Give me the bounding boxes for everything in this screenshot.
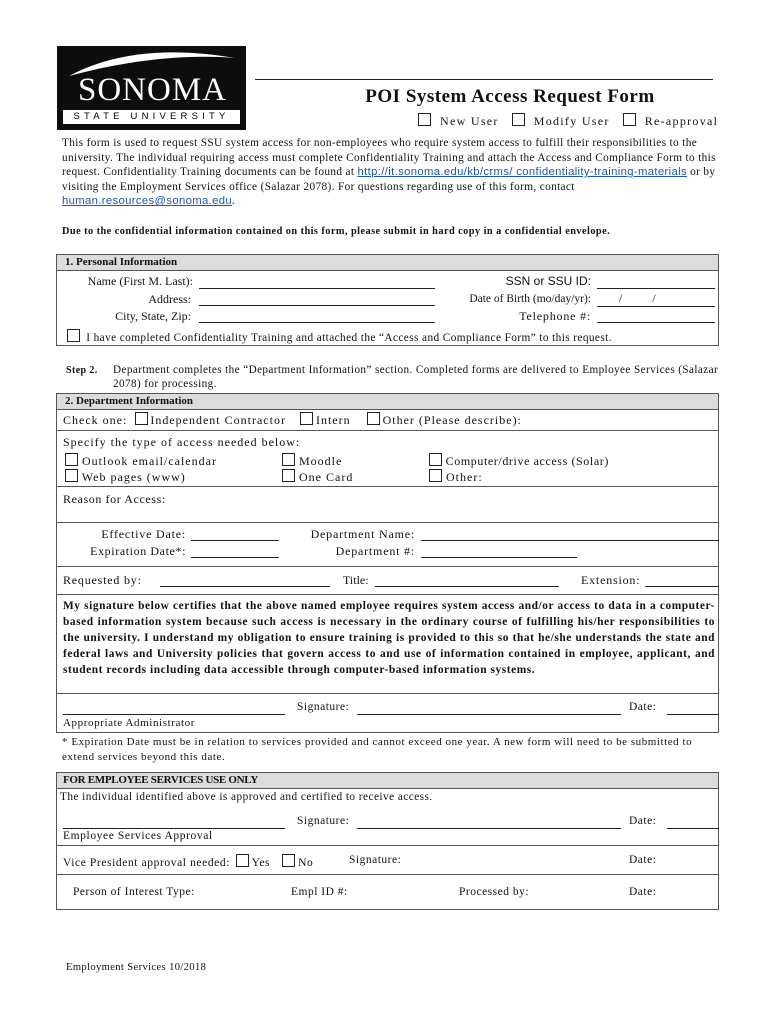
intro-text-1: This form is used to request SSU system access for non-employees who require system access to fulfill their responsibilities to the university. The individual requiring access must complete Confidentiality Training and attach the Access and Compliance Form to this request. Confidentiality Training documents can be found at (62, 137, 716, 179)
other-access-label: Other: (446, 470, 483, 484)
check-one-label: Check one: (63, 413, 128, 427)
training-text: I have completed Confidentiality Training and attached the “Access and Compliance Form” to this request. (86, 332, 612, 344)
dob-label: Date of Birth (mo/day/yr): (469, 293, 591, 305)
one-card-label: One Card (299, 470, 354, 484)
es-date-label: Date: (629, 815, 657, 827)
requested-by-field[interactable] (160, 586, 330, 587)
intro-paragraph (62, 136, 722, 209)
outlook-checkbox[interactable] (65, 453, 78, 466)
admin-date-label: Date: (629, 701, 657, 713)
step2-label: Step 2. (66, 365, 98, 376)
vp-date-label: Date: (629, 854, 657, 866)
other-type-label: Other (Please describe): (382, 413, 522, 427)
specify-label: Specify the type of access needed below: (63, 435, 301, 449)
admin-signature-label: Signature: (297, 701, 350, 713)
section1-header: 1. Personal Information (57, 255, 718, 271)
intro-text-3: . (232, 195, 236, 208)
one-card-option (282, 469, 353, 485)
logo-name: SONOMA (77, 72, 228, 108)
modify-user-label: Modify User (533, 114, 610, 128)
ssn-field[interactable] (597, 288, 715, 289)
divider (57, 566, 718, 567)
web-option (65, 469, 186, 485)
divider (57, 693, 718, 694)
requested-by-label: Requested by: (63, 573, 142, 587)
admin-name-field[interactable] (63, 714, 285, 715)
computer-drive-checkbox[interactable] (429, 453, 442, 466)
dob-field[interactable] (597, 306, 715, 307)
training-confirmation (67, 329, 612, 344)
es-approval-name-field[interactable] (63, 828, 285, 829)
intern-label: Intern (315, 413, 351, 427)
web-pages-label: Web pages (www) (81, 470, 186, 484)
step2-text: Department completes the “Department Information” section. Completed forms are delivered to Employee Services (Salazar 2078) for processing. (113, 364, 719, 390)
new-user-label: New User (440, 114, 499, 128)
admin-signature-field[interactable] (357, 714, 621, 715)
es-date-field[interactable] (667, 828, 719, 829)
vp-signature-label: Signature: (349, 854, 402, 866)
section3-header: FOR EMPLOYEE SERVICES USE ONLY (57, 773, 718, 789)
outlook-option (65, 453, 217, 469)
moodle-option (282, 453, 342, 469)
intro-text-2: or by visiting the Employment Services office (Salazar 2078). For questions regarding use of this form, contact (62, 166, 716, 193)
vp-no-checkbox[interactable] (282, 854, 295, 867)
re-approval-checkbox[interactable] (623, 113, 636, 126)
vp-yes-label: Yes (251, 857, 271, 869)
final-date-label: Date: (629, 886, 657, 898)
request-type-options (418, 113, 718, 129)
expiration-note: * Expiration Date must be in relation to services provided and cannot exceed one year. A new form will need to be submitted to extend services beyond this date. (62, 736, 693, 763)
city-label: City, State, Zip: (115, 309, 191, 323)
other-type-checkbox[interactable] (367, 412, 380, 425)
section2-header: 2. Department Information (57, 394, 718, 410)
page-title: POI System Access Request Form (365, 86, 655, 107)
vp-needed-label: Vice President approval needed: (63, 857, 231, 869)
extension-field[interactable] (645, 586, 719, 587)
other-access-checkbox[interactable] (429, 469, 442, 482)
title-rule (255, 79, 713, 80)
department-number-field[interactable] (421, 557, 577, 558)
re-approval-label: Re-approval (644, 114, 719, 128)
logo-subtitle: STATE UNIVERSITY (63, 110, 240, 124)
intern-checkbox[interactable] (300, 412, 313, 425)
personal-information-section (56, 254, 719, 346)
confidential-notice: Due to the confidential information contained on this form, please submit in hard copy in a confidential envelope. (62, 226, 611, 237)
new-user-checkbox[interactable] (418, 113, 431, 126)
computer-drive-label: Computer/drive access (Solar) (445, 454, 609, 468)
appropriate-administrator-label: Appropriate Administrator (63, 717, 196, 729)
department-number-label: Department #: (335, 544, 415, 558)
department-information-section (56, 393, 719, 733)
expiration-date-label: Expiration Date*: (90, 544, 186, 558)
extension-label: Extension: (581, 573, 641, 587)
sonoma-state-logo (57, 46, 246, 130)
certification-text: My signature below certifies that the above named employee requires system access and/or access to data in a computer-based information system because such access is necessary in the ordinary course of fulfilling his/her responsibilities to the university. I understand my obligation to ensure training is provided to this so that he/she understands the state and federal laws and University policies that govern access to and use of information contained in employee, applicant, and student records including data accessible through computer-based information systems. (63, 600, 715, 676)
divider (57, 486, 718, 487)
es-signature-field[interactable] (357, 828, 621, 829)
vp-no-label: No (298, 857, 314, 869)
processed-by-label: Processed by: (459, 886, 530, 898)
vp-yes-checkbox[interactable] (236, 854, 249, 867)
divider (57, 522, 718, 523)
independent-contractor-label: Independent Contractor (150, 413, 286, 427)
dob-separators: / / (619, 291, 656, 305)
approved-text: The individual identified above is approved and certified to receive access. (60, 791, 433, 803)
phone-field[interactable] (597, 322, 715, 323)
check-one-row (63, 412, 522, 428)
poi-type-label: Person of Interest Type: (73, 886, 195, 898)
independent-contractor-checkbox[interactable] (135, 412, 148, 425)
phone-label: Telephone #: (519, 309, 591, 323)
address-label: Address: (148, 292, 191, 306)
reason-label: Reason for Access: (63, 492, 166, 506)
effective-date-field[interactable] (191, 540, 279, 541)
address-field[interactable] (199, 305, 435, 306)
divider (57, 430, 718, 431)
effective-date-label: Effective Date: (101, 527, 186, 541)
moodle-checkbox[interactable] (282, 453, 295, 466)
modify-user-checkbox[interactable] (512, 113, 525, 126)
divider (57, 874, 718, 875)
training-checkbox[interactable] (67, 329, 80, 342)
department-name-label: Department Name: (310, 527, 415, 541)
empl-id-label: Empl ID #: (291, 886, 348, 898)
expiration-date-field[interactable] (191, 557, 279, 558)
ssn-label: SSN or SSU ID: (505, 274, 591, 288)
name-field[interactable] (199, 288, 435, 289)
vp-approval-row (63, 854, 313, 869)
department-name-field[interactable] (421, 540, 719, 541)
one-card-checkbox[interactable] (282, 469, 295, 482)
hr-email-link[interactable]: human.resources@sonoma.edu (62, 195, 233, 208)
name-label: Name (First M. Last): (87, 274, 193, 288)
web-pages-checkbox[interactable] (65, 469, 78, 482)
es-signature-label: Signature: (297, 815, 350, 827)
title-field[interactable] (375, 586, 559, 587)
divider (57, 845, 718, 846)
outlook-label: Outlook email/calendar (82, 454, 217, 468)
other-access-option (429, 469, 483, 485)
es-approval-label: Employee Services Approval (63, 830, 213, 842)
computer-option (429, 453, 609, 469)
admin-date-field[interactable] (667, 714, 719, 715)
divider (57, 594, 718, 595)
training-link[interactable]: http://it.sonoma.edu/kb/crms/ confidentiality-training-materials (357, 166, 687, 179)
employee-services-section (56, 772, 719, 910)
footer-text: Employment Services 10/2018 (66, 962, 207, 973)
title-label: Title: (343, 573, 369, 587)
moodle-label: Moodle (299, 454, 343, 468)
